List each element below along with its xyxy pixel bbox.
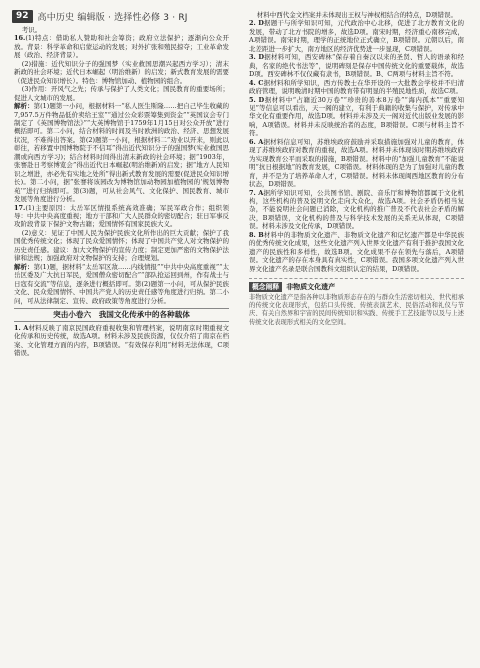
question-label: 解析： xyxy=(14,262,34,271)
question-label: 4. C xyxy=(249,78,264,87)
question-label: 2. D xyxy=(249,19,264,28)
answer-paragraph xyxy=(249,189,464,231)
paragraph-text: 考识。 xyxy=(21,26,42,34)
answer-paragraph xyxy=(14,324,229,358)
question-label: 6. A xyxy=(249,137,264,146)
answer-paragraph xyxy=(14,60,229,85)
concept-title: 非物质文化遗产 xyxy=(286,283,336,292)
page-number: 92 xyxy=(12,10,33,23)
section-title: 突击小卷六 我国文化传承中的各种载体 xyxy=(14,308,229,322)
paragraph-text: (3)作用：开风气之先；传承与保护了人类文化；国民教育的重要场所；促进人文城市的发展。 xyxy=(14,85,229,102)
question-label: 16. xyxy=(14,34,26,43)
answer-paragraph xyxy=(249,138,464,189)
question-label: 3. D xyxy=(249,53,264,62)
paragraph-text: 据材料中“占籍近30万卷”“珍贵的善本8万卷”“海内孤本”“重要知见”等信息可以看出，天一阁的建立，有利于典籍的收集与保护，对传承中华文化有重要作用，故选D项。材料并未涉及天一阁对近代出版业发展的影响，A项错误。材料并未反映统治者的态度，B项错误。C项与材料主旨不符。 xyxy=(249,95,465,138)
concept-header xyxy=(249,282,464,292)
paragraph-text: 据材料和所学知识，西方传教士在华开设的一大批教会学校并不归清政府管理，说明晚清时期中国的教育带有明显的半殖民地性质，故选C项。 xyxy=(249,78,465,96)
paragraph-text: 第(1)题，据材料“太岳军区敌……内线情报”“中共中央高度重视”“太岳区委及广大抗日军民，爱国僧众密切配合”“部队抢运回到州，作有战士与日寇有交流”等信息，逐条进行概括即可。第(2)题第一小问，可从保护民族文化、民众爱国情怀、中国共产党人的历史责任感等角度进行归纳。第二小问，可从法律制定、宣传、政府政策等角度进行分析。 xyxy=(14,262,230,305)
question-label: 7. A xyxy=(249,188,264,197)
paragraph-text: 据材料信息可知，苏维埃政府鼓励并采取措施加强对儿童的教育，体现了苏维埃政府对教育的重视，故选A项。材料并未体现该时期苏维埃政府为实现教育公平而采取的措施，B项错误。材料中的“加强儿童教育”不能说明“抗日根据地”的教育发展，C项错误。材料体现的是为了加强对儿童的教育，并不是为了培养革命人才，C项错误。材料未体现闽西地区教育的分布状态，D项错误。 xyxy=(249,137,465,189)
answer-paragraph xyxy=(14,85,229,102)
paragraph-text: 材料中西代金文档案并未体现出王权与神权相结合的特点，D项错误。 xyxy=(256,11,458,19)
question-label: 5. D xyxy=(249,95,265,104)
answer-paragraph xyxy=(249,79,464,96)
left-column xyxy=(14,26,229,358)
paragraph-text: (1)主要原因：太岳军区情报系统高效准确；军民军政合作；组织领导：中共中央高度重视；地方干部和广大人民群众的密切配合；驻日军事反攻阶段背景下保护文物古籍；爱国情怀有国家民族大义。 xyxy=(14,203,229,229)
paragraph-text: 据题干与所学知识可知，元代政治中心北移，促进了北方教育文化的发展，带动了北方书院的增多，故选D项。南宋时期，经济重心南移完成，A项错误。南宋时期，理学的正统地位正式确立，B项错误。元朝以后，南北差距进一步扩大，南方地区的经济优势进一步显现，C项错误。 xyxy=(249,19,465,53)
paragraph-text: 第(1)题第一小问，根据材料一“私人医生斯隆……把自己毕生收藏的7,957.5万件物品低价卖给王室”“通过公众彩票筹集到资金”“英国议会专门制定了《英国博物馆法》”“大英博物馆于1759年1月15日对公众开放”进行概括即可。第二小问，结合材料的时间及当时欧洲的政治、经济、思想发展状况，不难得出答案。第(2)题第一小问，根据材料二“劝业以开来，则此以彰往，若移置中国博物院于不信耳”得出近代知识分子的强国梦(实业救国思潮或向西方学习)；结合材料时间得出清末新政的社会环境；据“1903年，张謇赴日考察博览会”得出近代日本崛起(明治维新)的启发；据“地方人民知识之增进，亦必先有实地之处所”得出新式教育发展的需要(促进民众知识增长)。第二小问，据“张謇将该园改为博物馆加动物园加植物园的‘规划博物苑’”进行归纳即可。第(3)题，可从社会风气、文化保护、国民教育、城市发展等角度进行分析。 xyxy=(14,102,229,204)
answer-paragraph xyxy=(14,102,229,203)
paragraph-text: 材料中的非物质文化遗产、非物质文化遗产和记忆遗产都是中华民族的优秀传统文化成果，这些文化遗产列入世界文化遗产有利于推护我国文化遗产的民族性和多样性，故选B项。文化成果不存在领先与落后，A项错误。文化遗产的存在本身具有真实性，C项错误。我国多项文化遗产列入世界文化遗产名录是联合国教科文组织认定的结果，D项错误。 xyxy=(249,230,464,273)
answer-paragraph xyxy=(14,34,229,59)
paragraph-text: 据材料可知，西安碑林“保存着自秦汉以来的圣贤、哲人的语录和经典，名家的绝代书法等”，说明碑刻是保存中国传统文化的重要载体，故选D项。西安碑林不仅仅藏有隶书，B项错误。B、C两项与材料主旨不符。 xyxy=(249,53,465,79)
answer-paragraph xyxy=(249,231,464,273)
concept-text: 非物质文化遗产是指各种以非物质形态存在的与群众生活密切相关、世代相承的传统文化表现形式，包括口头传统、传统表演艺术、民俗活动和礼仪与节庆、有关自然界和宇宙的民间传统知识和实践、传统手工艺技能等以及与上述传统文化表现形式相关的文化空间。 xyxy=(249,294,464,326)
answer-paragraph xyxy=(249,53,464,78)
question-label: 1. A xyxy=(14,323,29,332)
concept-box xyxy=(249,278,464,327)
paragraph-text: (1)特点：借助私人赞助和社会筹资；政府立法保护；逐渐向公众开放。背景：科学革命和启蒙运动的发展；对外扩张和殖民掠夺；工业革命发展（政治、经济背景）。 xyxy=(14,34,229,60)
paragraph-text: (2)意义：见证了中国人民为保护民族文化所作出的巨大贡献；保护了我国优秀传统文化；体现了民众爱国情怀；体现了中国共产党人对文物保护的历史责任感。建议：加大文物保护的宣传力度；制定更加严密的文物保护法律和法规；加强政府对文物保护的支持；合理规划。 xyxy=(14,228,229,263)
question-label: 17. xyxy=(14,203,26,212)
running-title: 高中历史 编辑版 · 选择性必修 3 · RJ xyxy=(37,12,188,23)
right-column xyxy=(249,11,464,327)
answer-paragraph xyxy=(14,229,229,263)
answer-paragraph xyxy=(249,19,464,53)
answer-paragraph xyxy=(14,204,229,229)
answer-paragraph xyxy=(249,96,464,138)
concept-tag: 概念阐释 xyxy=(249,282,282,292)
question-label: 解析： xyxy=(14,102,34,111)
paragraph-text: 材料反映了南京民国政府重视收集和管理档案，说明南京时期重视文化传承和历史传统，故选A项。材料未涉及民族资源，仅仅介绍了南京在档案、文化管理方面的内容，B项错误。“有效保存利用”材料无法体现，C项错误。 xyxy=(14,323,230,358)
question-label: 8. B xyxy=(249,230,264,239)
paragraph-text: 据所学知识可知，公共图书馆、剧院、音乐厅和博物馆都属于文化机构，这些机构的普及说明文化走向大众化，故选A项。社会矛盾仍相当复杂，不能说明社会问题已消除，文化机构的推广普及不代表社会矛盾的解决，B项错误，文化机构的普及与科学技术发展的关系无从体现，C项错误。材料未涉及文化传承，D项错误。 xyxy=(249,188,465,231)
answer-paragraph xyxy=(14,263,229,305)
paragraph-text: (2)措施：近代知识分子的强国梦（实业救国思潮兴起西方学习）；清末新政的社会环境；近代日本崛起（明治维新）的启发；新式教育发展的需要（促进民众知识增长）。特色：博物馆加动、植物园的组合。 xyxy=(14,59,229,85)
